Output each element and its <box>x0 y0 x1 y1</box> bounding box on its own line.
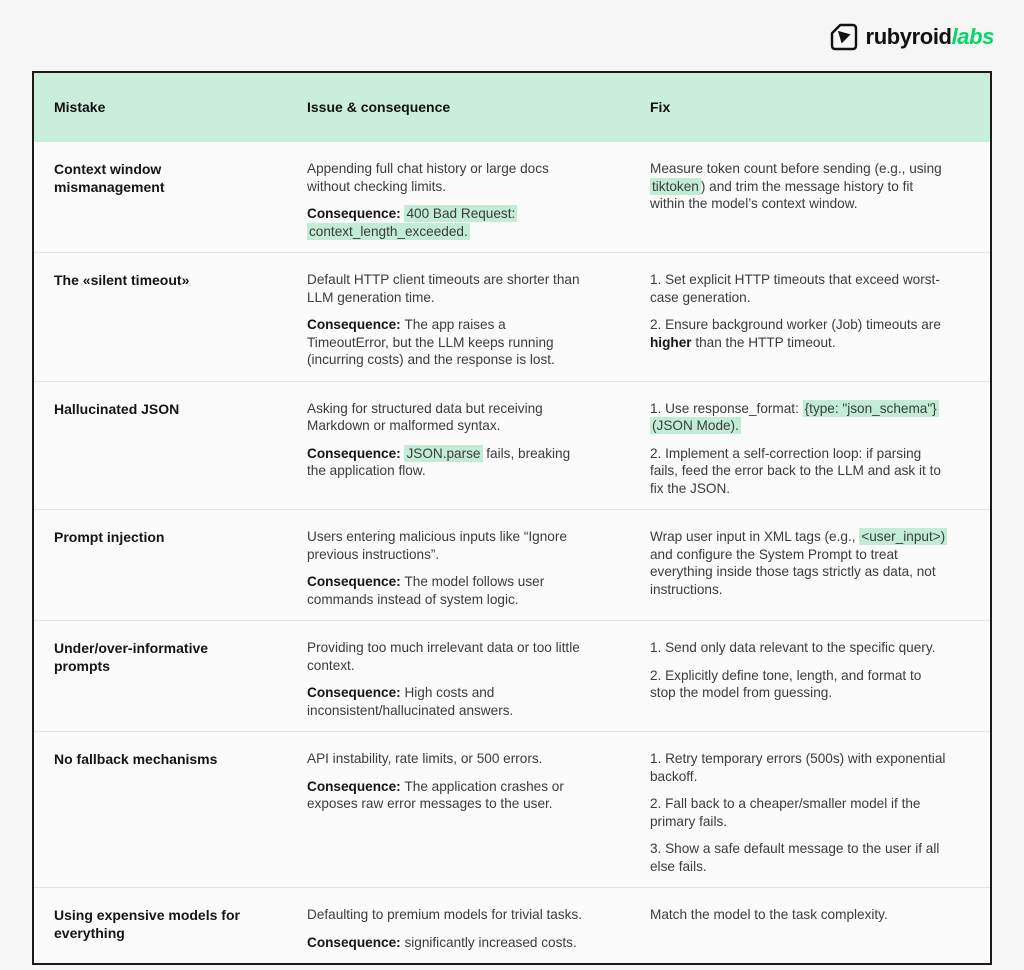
fix-paragraph <box>650 316 950 351</box>
text: Wrap user input in XML tags (e.g., <box>650 529 860 544</box>
fix-cell <box>630 382 990 510</box>
issue-paragraph <box>307 400 590 435</box>
text: fails, breaking the application flow. <box>307 445 571 478</box>
mistake-cell <box>34 382 287 510</box>
table-header-row <box>34 73 990 142</box>
mistake-paragraph <box>54 639 261 675</box>
text: Match the model to the task complexity. <box>650 907 888 922</box>
issue-cell <box>287 888 630 963</box>
issue-paragraph <box>307 205 590 240</box>
text: 2. Implement a self-correction loop: if parsing fails, feed the error back to the LLM and ask it to fix the JSON. <box>650 445 941 496</box>
fix-cell <box>630 732 990 887</box>
mistake-paragraph <box>54 750 261 768</box>
fix-paragraph <box>650 445 950 498</box>
issue-cell <box>287 382 630 510</box>
text: than the HTTP timeout. <box>691 334 836 350</box>
logo-text-secondary: labs <box>951 24 994 49</box>
fix-paragraph <box>650 639 950 657</box>
issue-paragraph <box>307 573 590 608</box>
mistake-cell <box>34 142 287 252</box>
text: 1. Use response_format: <box>650 400 803 416</box>
table-body <box>34 142 990 963</box>
text: 1. Set explicit HTTP timeouts that exceed worst-case generation. <box>650 272 940 305</box>
text: 1. Send only data relevant to the specific query. <box>650 640 936 655</box>
issue-paragraph <box>307 271 590 306</box>
text: Appending full chat history or large docs without checking limits. <box>307 161 549 194</box>
highlighted-text: JSON.parse <box>406 445 481 461</box>
text: 2. Explicitly define tone, length, and format to stop the model from guessing. <box>650 667 922 700</box>
bold-text: Consequence: <box>307 206 405 221</box>
logo-text-primary: rubyroid <box>865 24 952 49</box>
fix-paragraph <box>650 400 950 435</box>
issue-cell <box>287 510 630 620</box>
issue-paragraph <box>307 316 590 369</box>
issue-cell <box>287 621 630 731</box>
bold-text: Consequence: <box>307 445 405 461</box>
text: significantly increased costs. <box>404 934 577 950</box>
issue-cell <box>287 253 630 381</box>
text: API instability, rate limits, or 500 errors. <box>307 751 543 766</box>
text: 2. Ensure background worker (Job) timeouts are <box>650 317 941 332</box>
highlighted-text: tiktoken <box>652 178 699 194</box>
mistake-cell <box>34 888 287 963</box>
issue-paragraph <box>307 639 590 674</box>
mistake-cell <box>34 253 287 381</box>
fix-paragraph <box>650 906 950 924</box>
text: Providing too much irrelevant data or too little context. <box>307 640 580 673</box>
fix-paragraph <box>650 795 950 830</box>
table-row <box>34 731 990 887</box>
bold-text: Consequence: <box>307 934 405 950</box>
fix-cell <box>630 142 990 252</box>
mistake-paragraph <box>54 906 261 942</box>
text: The «silent timeout» <box>54 272 190 288</box>
fix-paragraph <box>650 160 950 213</box>
column-header-mistake: Mistake <box>54 99 106 115</box>
issue-paragraph <box>307 934 590 952</box>
fix-cell <box>630 253 990 381</box>
issue-paragraph <box>307 160 590 195</box>
text: 1. Retry temporary errors (500s) with exponential backoff. <box>650 751 946 784</box>
bold-text: higher <box>650 334 692 350</box>
fix-paragraph <box>650 528 950 598</box>
text: 3. Show a safe default message to the user if all else fails. <box>650 841 940 874</box>
table-row <box>34 252 990 381</box>
text: Users entering malicious inputs like “Ignore previous instructions”. <box>307 529 567 562</box>
text: Context window mismanagement <box>54 161 165 195</box>
issue-cell <box>287 142 630 252</box>
issue-paragraph <box>307 684 590 719</box>
bold-text: Consequence: <box>307 778 405 794</box>
text: The model follows user commands instead of system logic. <box>307 574 545 607</box>
column-header-issue: Issue & consequence <box>307 99 451 115</box>
text: Default HTTP client timeouts are shorter than LLM generation time. <box>307 272 580 305</box>
text: Prompt injection <box>54 529 165 545</box>
text: The application crashes or exposes raw error messages to the user. <box>307 778 564 811</box>
highlighted-text: 400 Bad Request: context_length_exceeded. <box>309 206 516 239</box>
issue-paragraph <box>307 906 590 924</box>
bold-text: Consequence: <box>307 317 405 332</box>
fix-paragraph <box>650 271 950 306</box>
column-header-fix: Fix <box>650 99 671 115</box>
text: Using expensive models for everything <box>54 907 240 941</box>
fix-cell <box>630 888 990 963</box>
issue-paragraph <box>307 778 590 813</box>
rubyroid-gem-icon <box>829 22 859 52</box>
text: ) and trim the message history to fit within the model’s context window. <box>650 178 914 211</box>
fix-cell <box>630 510 990 620</box>
text: 2. Fall back to a cheaper/smaller model if the primary fails. <box>650 796 921 829</box>
fix-cell <box>630 621 990 731</box>
table-row <box>34 887 990 963</box>
table-row <box>34 381 990 510</box>
table-row <box>34 142 990 252</box>
text: The app raises a TimeoutError, but the LLM keeps running (incurring costs) and the response is lost. <box>307 317 555 367</box>
issue-paragraph <box>307 445 590 480</box>
mistake-cell <box>34 732 287 887</box>
text: Hallucinated JSON <box>54 400 180 417</box>
issue-paragraph <box>307 750 590 768</box>
mistake-cell <box>34 510 287 620</box>
fix-paragraph <box>650 667 950 702</box>
text: Measure token count before sending (e.g., using <box>650 161 942 176</box>
mistake-cell <box>34 621 287 731</box>
bold-text: Consequence: <box>307 574 405 589</box>
mistake-paragraph <box>54 528 261 546</box>
highlighted-text: <user_input>) <box>861 529 946 544</box>
llm-mistakes-table <box>32 71 992 965</box>
issue-paragraph <box>307 528 590 563</box>
text: and configure the System Prompt to treat everything inside those tags strictly as data, not instructions. <box>650 546 936 597</box>
bold-text: Consequence: <box>307 685 405 700</box>
text: Asking for structured data but receiving Markdown or malformed syntax. <box>307 400 543 433</box>
text: Under/over-informative prompts <box>54 640 209 674</box>
issue-cell <box>287 732 630 887</box>
text: Defaulting to premium models for trivial tasks. <box>307 907 582 922</box>
logo <box>829 22 994 52</box>
highlighted-text: {type: "json_schema"} (JSON Mode). <box>652 400 937 433</box>
mistake-paragraph <box>54 160 261 196</box>
mistake-paragraph <box>54 271 261 289</box>
fix-paragraph <box>650 750 950 785</box>
mistake-paragraph <box>54 400 261 418</box>
text: High costs and inconsistent/hallucinated answers. <box>307 685 514 718</box>
fix-paragraph <box>650 840 950 875</box>
table-row <box>34 509 990 620</box>
text: No fallback mechanisms <box>54 751 218 767</box>
table-row <box>34 620 990 731</box>
